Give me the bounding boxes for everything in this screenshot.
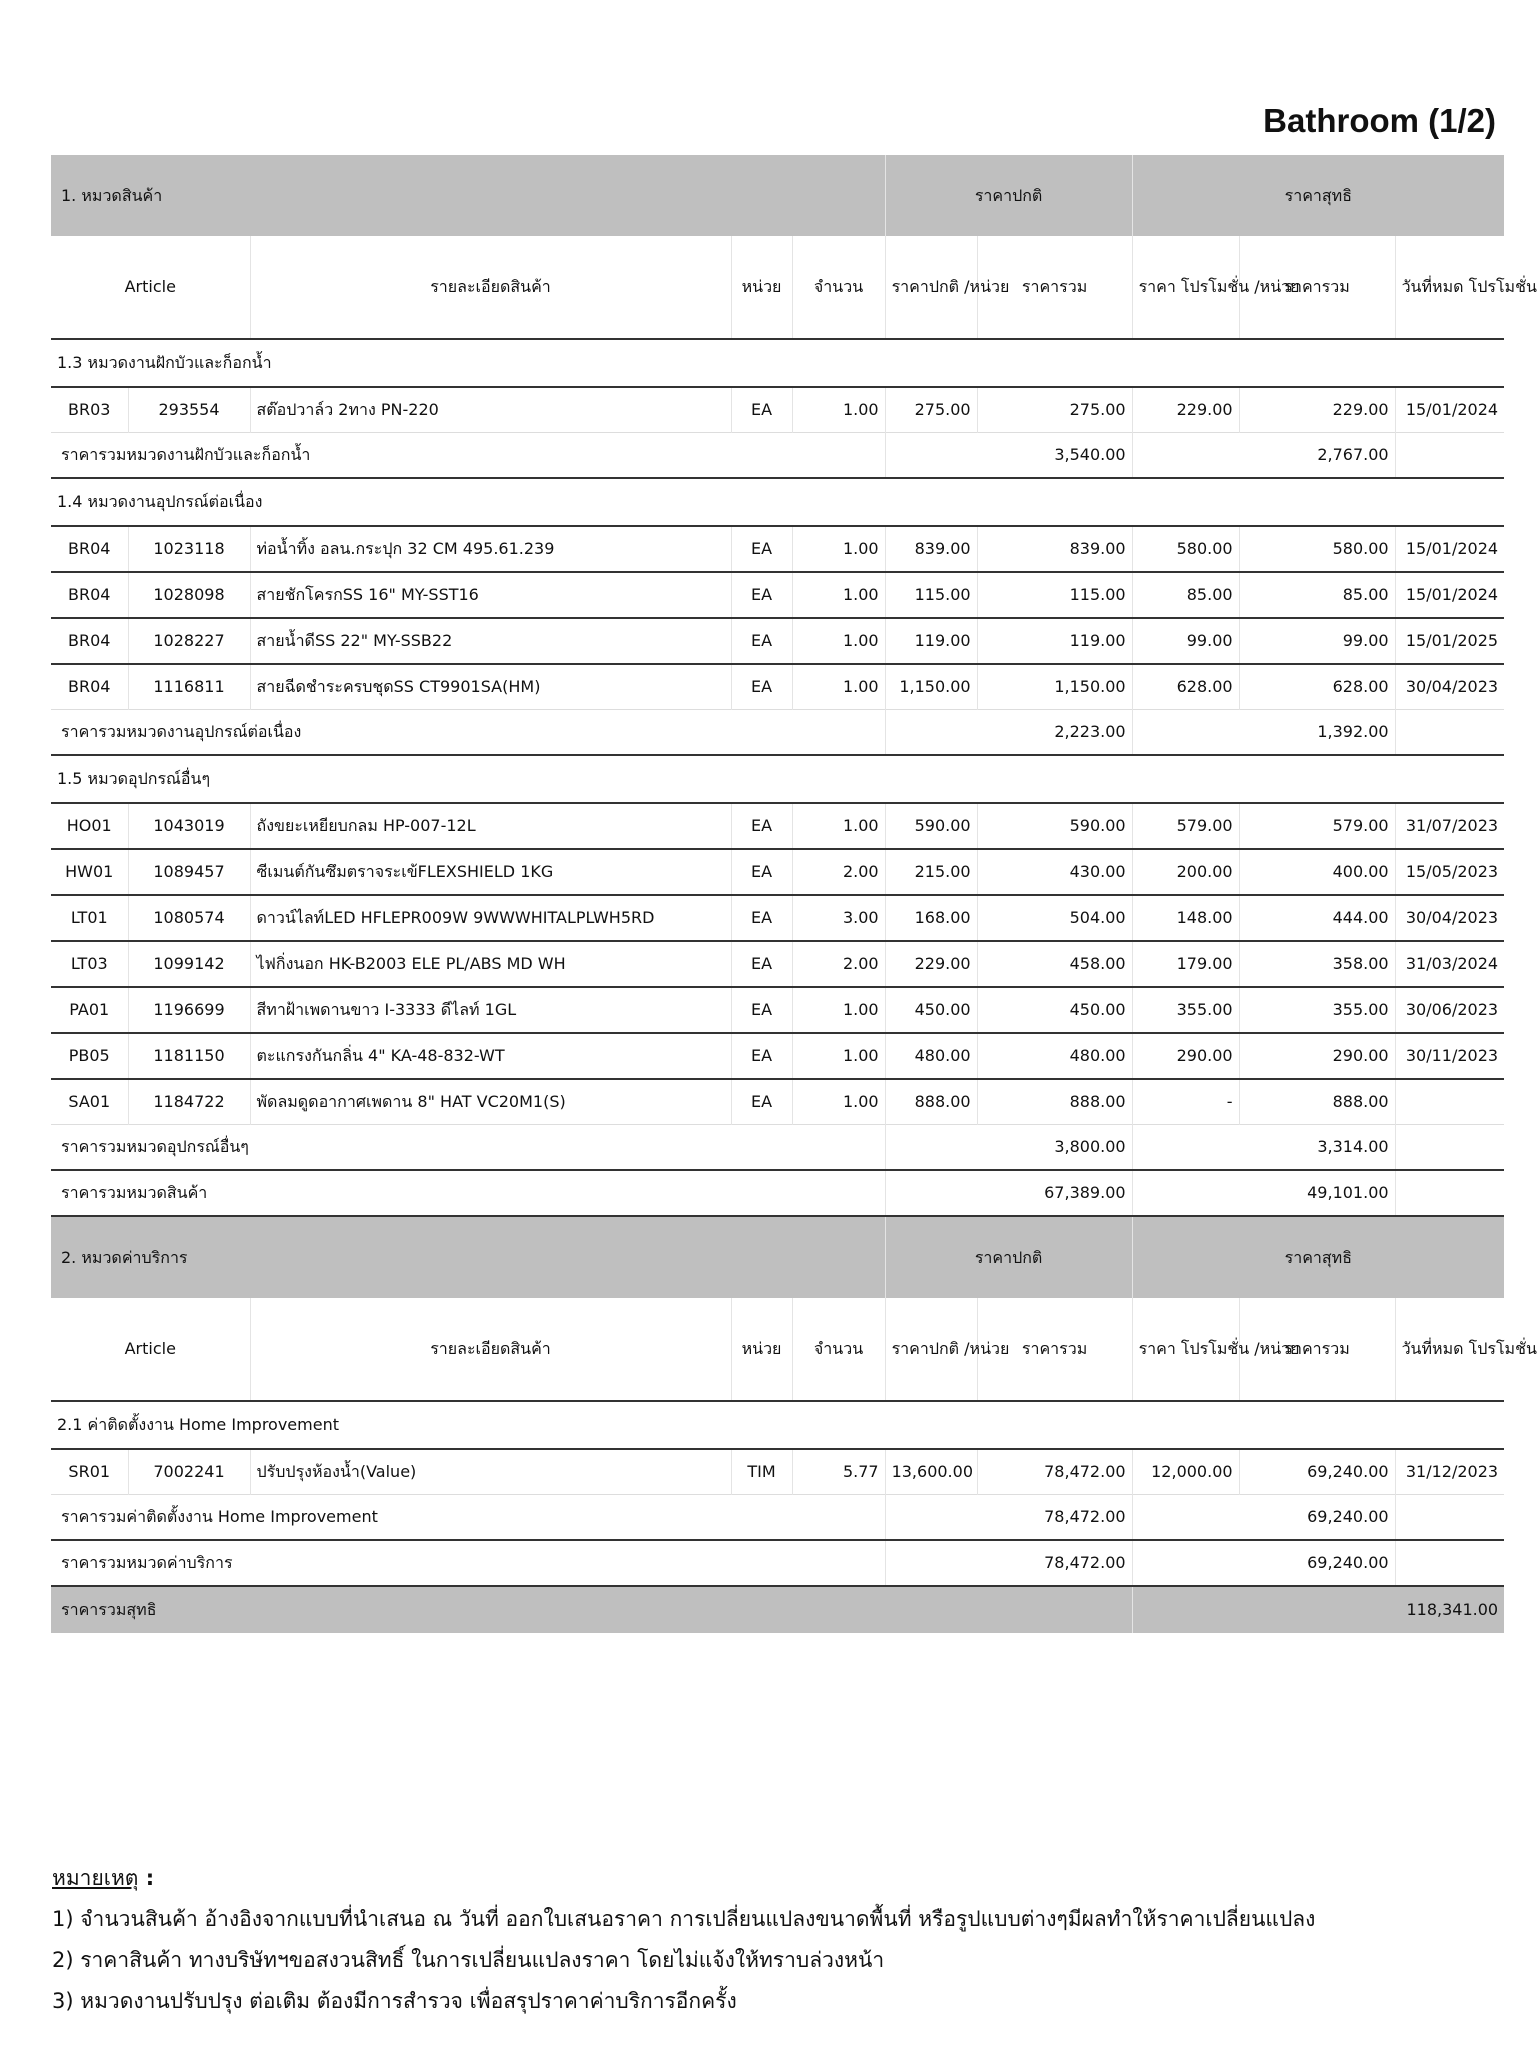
table-row [51, 803, 1504, 849]
item-promo-end: 15/01/2024 [1395, 387, 1504, 433]
quotation-body [51, 155, 1537, 1633]
grand-total-value: 118,341.00 [1132, 1586, 1504, 1633]
item-promo-end: 15/05/2023 [1395, 849, 1504, 895]
note-item: 2) ราคาสินค้า ทางบริษัทฯขอสงวนสิทธิ์ ในการเปลี่ยนแปลงราคา โดยไม่แจ้งให้ทราบล่วงหน้า [52, 1948, 885, 1972]
item-qty: 1.00 [792, 387, 885, 433]
notes-title: หมายเหตุ : [52, 1866, 155, 1890]
item-article: 1116811 [128, 664, 250, 710]
item-net-total: 579.00 [1239, 803, 1395, 849]
item-article: 1023118 [128, 526, 250, 572]
item-promo-unit-price: 85.00 [1132, 572, 1239, 618]
item-code: BR03 [68, 400, 111, 419]
subtotal-empty [1395, 433, 1504, 479]
subsection-title: 2.1 ค่าติดตั้งงาน Home Improvement [57, 1415, 339, 1434]
item-article: 293554 [128, 387, 250, 433]
subtotal-row [51, 1125, 1504, 1171]
item-normal-total: 78,472.00 [977, 1449, 1132, 1495]
item-promo-end: 30/11/2023 [1395, 1033, 1504, 1079]
item-qty: 1.00 [792, 526, 885, 572]
item-unit: EA [731, 664, 792, 710]
item-net-total: 85.00 [1239, 572, 1395, 618]
item-normal-total: 115.00 [977, 572, 1132, 618]
column-header-detail: รายละเอียดสินค้า [250, 236, 731, 339]
item-promo-unit-price: 290.00 [1132, 1033, 1239, 1079]
item-net-total: 444.00 [1239, 895, 1395, 941]
column-header-row [51, 236, 1504, 339]
item-unit: EA [731, 987, 792, 1033]
item-code: BR04 [68, 539, 111, 558]
item-code: HW01 [65, 862, 114, 881]
subtotal-label: ราคารวมหมวดงานฝักบัวและก็อกน้ำ [61, 445, 311, 464]
item-detail: สต๊อปวาล์ว 2ทาง PN-220 [250, 387, 731, 433]
subsection-title: 1.5 หมวดอุปกรณ์อื่นๆ [57, 769, 211, 788]
item-net-total: 69,240.00 [1239, 1449, 1395, 1495]
item-code: BR04 [68, 677, 111, 696]
item-article: 1043019 [128, 803, 250, 849]
item-article: 1099142 [128, 941, 250, 987]
item-code: LT01 [70, 908, 108, 927]
item-detail: ถังขยะเหยียบกลม HP-007-12L [250, 803, 731, 849]
item-promo-end: 15/01/2025 [1395, 618, 1504, 664]
subtotal-label: ราคารวมหมวดสินค้า [61, 1183, 208, 1202]
item-normal-total: 504.00 [977, 895, 1132, 941]
section-header [51, 155, 1504, 236]
subtotal-label: ราคารวมหมวดอุปกรณ์อื่นๆ [61, 1137, 249, 1156]
item-normal-total: 275.00 [977, 387, 1132, 433]
column-header-article: Article [124, 277, 176, 296]
item-code: BR04 [68, 585, 111, 604]
table-row [51, 1079, 1504, 1125]
item-normal-unit-price: 229.00 [885, 941, 977, 987]
item-promo-unit-price: 12,000.00 [1132, 1449, 1239, 1495]
item-qty: 1.00 [792, 618, 885, 664]
item-article: 1184722 [128, 1079, 250, 1125]
item-unit: EA [731, 526, 792, 572]
column-header-qty: จำนวน [792, 236, 885, 339]
column-header-promo-unit-price: ราคา โปรโมชั่น /หน่วย [1132, 1298, 1239, 1401]
subsection-title: 1.4 หมวดงานอุปกรณ์ต่อเนื่อง [57, 492, 263, 511]
table-row [51, 941, 1504, 987]
item-qty: 2.00 [792, 941, 885, 987]
item-normal-unit-price: 168.00 [885, 895, 977, 941]
subsection-title-row [51, 339, 1504, 387]
section-header [51, 1216, 1504, 1298]
item-net-total: 229.00 [1239, 387, 1395, 433]
item-normal-unit-price: 119.00 [885, 618, 977, 664]
item-normal-unit-price: 13,600.00 [885, 1449, 977, 1495]
item-normal-unit-price: 450.00 [885, 987, 977, 1033]
subtotal-label: ราคารวมหมวดค่าบริการ [61, 1553, 233, 1572]
item-promo-end: 31/12/2023 [1395, 1449, 1504, 1495]
subtotal-net: 69,240.00 [1132, 1495, 1395, 1541]
item-unit: EA [731, 387, 792, 433]
item-promo-unit-price: 200.00 [1132, 849, 1239, 895]
item-qty: 2.00 [792, 849, 885, 895]
column-header-normal-unit-price: ราคาปกติ /หน่วย [885, 236, 977, 339]
item-promo-unit-price: 355.00 [1132, 987, 1239, 1033]
item-net-total: 580.00 [1239, 526, 1395, 572]
table-row [51, 987, 1504, 1033]
subtotal-empty [1395, 1540, 1504, 1586]
subtotal-row [51, 433, 1504, 479]
column-header-row [51, 1298, 1504, 1401]
column-header-article: Article [124, 1339, 176, 1358]
item-code: PB05 [68, 1046, 110, 1065]
item-promo-unit-price: 148.00 [1132, 895, 1239, 941]
item-normal-unit-price: 590.00 [885, 803, 977, 849]
notes [52, 1858, 1512, 2022]
item-promo-unit-price: 628.00 [1132, 664, 1239, 710]
item-promo-end: 15/01/2024 [1395, 526, 1504, 572]
item-normal-unit-price: 215.00 [885, 849, 977, 895]
item-promo-end: 30/04/2023 [1395, 895, 1504, 941]
column-header-promo-end: วันที่หมด โปรโมชั่น [1395, 236, 1504, 339]
item-unit: EA [731, 572, 792, 618]
column-header-promo-end: วันที่หมด โปรโมชั่น [1395, 1298, 1504, 1401]
item-net-total: 290.00 [1239, 1033, 1395, 1079]
item-qty: 1.00 [792, 572, 885, 618]
item-qty: 1.00 [792, 987, 885, 1033]
item-qty: 1.00 [792, 664, 885, 710]
subtotal-empty [1395, 710, 1504, 756]
item-detail: สายชักโครกSS 16" MY-SST16 [250, 572, 731, 618]
item-detail: สายน้ำดีSS 22" MY-SSB22 [250, 618, 731, 664]
item-promo-unit-price: 579.00 [1132, 803, 1239, 849]
item-code: BR04 [68, 631, 111, 650]
net-price-group-header: ราคาสุทธิ [1132, 1216, 1504, 1298]
normal-price-group-header: ราคาปกติ [885, 155, 1132, 236]
item-code: SR01 [68, 1462, 111, 1481]
column-header-normal-unit-price: ราคาปกติ /หน่วย [885, 1298, 977, 1401]
subtotal-net: 2,767.00 [1132, 433, 1395, 479]
subtotal-row [51, 1540, 1504, 1586]
item-detail: ซีเมนต์กันซึมตราจระเข้FLEXSHIELD 1KG [250, 849, 731, 895]
item-code: LT03 [70, 954, 108, 973]
item-net-total: 99.00 [1239, 618, 1395, 664]
subtotal-empty [1395, 1170, 1504, 1216]
item-normal-total: 450.00 [977, 987, 1132, 1033]
table-row [51, 664, 1504, 710]
item-normal-total: 430.00 [977, 849, 1132, 895]
item-unit: EA [731, 895, 792, 941]
item-net-total: 355.00 [1239, 987, 1395, 1033]
item-article: 1028227 [128, 618, 250, 664]
table-row [51, 387, 1504, 433]
note-item: 1) จำนวนสินค้า อ้างอิงจากแบบที่นำเสนอ ณ วันที่ ออกใบเสนอราคา การเปลี่ยนแปลงขนาดพื้นที่ หรือรูปแบบต่างๆมีผลทำให้ราคาเปลี่ยนแปลง [52, 1907, 1316, 1931]
item-unit: EA [731, 1079, 792, 1125]
item-normal-total: 590.00 [977, 803, 1132, 849]
item-article: 7002241 [128, 1449, 250, 1495]
note-item: 3) หมวดงานปรับปรุง ต่อเติม ต้องมีการสำรวจ เพื่อสรุปราคาค่าบริการอีกครั้ง [52, 1989, 737, 2013]
subtotal-normal: 67,389.00 [885, 1170, 1132, 1216]
item-qty: 1.00 [792, 1033, 885, 1079]
subtotal-net: 49,101.00 [1132, 1170, 1395, 1216]
section-title: 1. หมวดสินค้า [51, 155, 885, 236]
item-net-total: 628.00 [1239, 664, 1395, 710]
table-row [51, 849, 1504, 895]
item-net-total: 358.00 [1239, 941, 1395, 987]
table-row [51, 526, 1504, 572]
item-unit: EA [731, 849, 792, 895]
item-promo-unit-price: 179.00 [1132, 941, 1239, 987]
item-normal-unit-price: 1,150.00 [885, 664, 977, 710]
normal-price-group-header: ราคาปกติ [885, 1216, 1132, 1298]
item-unit: TIM [731, 1449, 792, 1495]
subtotal-net: 69,240.00 [1132, 1540, 1395, 1586]
item-article: 1028098 [128, 572, 250, 618]
subtotal-net: 1,392.00 [1132, 710, 1395, 756]
item-detail: ปรับปรุงห้องน้ำ(Value) [250, 1449, 731, 1495]
item-qty: 1.00 [792, 803, 885, 849]
item-promo-end: 30/04/2023 [1395, 664, 1504, 710]
item-net-total: 888.00 [1239, 1079, 1395, 1125]
column-header-net-total: ราคารวม [1239, 1298, 1395, 1401]
item-normal-total: 888.00 [977, 1079, 1132, 1125]
column-header-normal-total: ราคารวม [977, 236, 1132, 339]
item-article: 1080574 [128, 895, 250, 941]
item-promo-unit-price: 99.00 [1132, 618, 1239, 664]
column-header-unit: หน่วย [731, 1298, 792, 1401]
subtotal-label: ราคารวมค่าติดตั้งงาน Home Improvement [61, 1507, 378, 1526]
item-detail: ดาวน์ไลท์LED HFLEPR009W 9WWWHITALPLWH5RD [250, 895, 731, 941]
item-qty: 3.00 [792, 895, 885, 941]
item-unit: EA [731, 1033, 792, 1079]
item-normal-unit-price: 839.00 [885, 526, 977, 572]
item-normal-total: 1,150.00 [977, 664, 1132, 710]
item-normal-total: 119.00 [977, 618, 1132, 664]
table-row [51, 1449, 1504, 1495]
item-normal-unit-price: 115.00 [885, 572, 977, 618]
subsection-title-row [51, 755, 1504, 803]
item-promo-end: 15/01/2024 [1395, 572, 1504, 618]
column-header-normal-total: ราคารวม [977, 1298, 1132, 1401]
subtotal-row [51, 1170, 1504, 1216]
item-net-total: 400.00 [1239, 849, 1395, 895]
subsection-title-row [51, 1401, 1504, 1449]
grand-total-row [51, 1586, 1504, 1633]
item-detail: สีทาฝ้าเพดานขาว I-3333 ดีไลท์ 1GL [250, 987, 731, 1033]
column-header-net-total: ราคารวม [1239, 236, 1395, 339]
subtotal-normal: 2,223.00 [885, 710, 1132, 756]
subsection-title: 1.3 หมวดงานฝักบัวและก็อกน้ำ [57, 353, 272, 372]
item-promo-unit-price: 229.00 [1132, 387, 1239, 433]
column-header-detail: รายละเอียดสินค้า [250, 1298, 731, 1401]
section-title: 2. หมวดค่าบริการ [51, 1216, 885, 1298]
net-price-group-header: ราคาสุทธิ [1132, 155, 1504, 236]
item-promo-unit-price: - [1132, 1079, 1239, 1125]
subtotal-normal: 3,800.00 [885, 1125, 1132, 1171]
item-promo-end: 31/07/2023 [1395, 803, 1504, 849]
subtotal-empty [1395, 1495, 1504, 1541]
subtotal-net: 3,314.00 [1132, 1125, 1395, 1171]
item-normal-unit-price: 275.00 [885, 387, 977, 433]
quotation-table [51, 155, 1537, 1633]
item-qty: 5.77 [792, 1449, 885, 1495]
item-code: PA01 [69, 1000, 110, 1019]
item-promo-end: 30/06/2023 [1395, 987, 1504, 1033]
item-code: SA01 [68, 1092, 111, 1111]
item-detail: ท่อน้ำทิ้ง อลน.กระปุก 32 CM 495.61.239 [250, 526, 731, 572]
item-promo-end: 31/03/2024 [1395, 941, 1504, 987]
page-title: Bathroom (1/2) [1263, 102, 1496, 139]
item-normal-total: 480.00 [977, 1033, 1132, 1079]
subtotal-normal: 3,540.00 [885, 433, 1132, 479]
column-header-qty: จำนวน [792, 1298, 885, 1401]
subtotal-row [51, 710, 1504, 756]
item-article: 1181150 [128, 1033, 250, 1079]
subtotal-empty [1395, 1125, 1504, 1171]
item-code: HO01 [66, 816, 112, 835]
item-qty: 1.00 [792, 1079, 885, 1125]
item-detail: ตะแกรงกันกลิ่น 4" KA-48-832-WT [250, 1033, 731, 1079]
item-promo-unit-price: 580.00 [1132, 526, 1239, 572]
subtotal-row [51, 1495, 1504, 1541]
subtotal-label: ราคารวมหมวดงานอุปกรณ์ต่อเนื่อง [61, 722, 302, 741]
item-unit: EA [731, 803, 792, 849]
subtotal-normal: 78,472.00 [885, 1495, 1132, 1541]
item-article: 1089457 [128, 849, 250, 895]
item-detail: ไฟกิ่งนอก HK-B2003 ELE PL/ABS MD WH [250, 941, 731, 987]
table-row [51, 618, 1504, 664]
table-row [51, 895, 1504, 941]
table-row [51, 572, 1504, 618]
item-detail: พัดลมดูดอากาศเพดาน 8" HAT VC20M1(S) [250, 1079, 731, 1125]
column-header-unit: หน่วย [731, 236, 792, 339]
item-normal-unit-price: 480.00 [885, 1033, 977, 1079]
item-normal-total: 839.00 [977, 526, 1132, 572]
column-header-promo-unit-price: ราคา โปรโมชั่น /หน่วย [1132, 236, 1239, 339]
item-unit: EA [731, 941, 792, 987]
subsection-title-row [51, 478, 1504, 526]
item-detail: สายฉีดชำระครบชุดSS CT9901SA(HM) [250, 664, 731, 710]
item-normal-total: 458.00 [977, 941, 1132, 987]
item-promo-end [1395, 1079, 1504, 1125]
item-article: 1196699 [128, 987, 250, 1033]
item-unit: EA [731, 618, 792, 664]
subtotal-normal: 78,472.00 [885, 1540, 1132, 1586]
item-normal-unit-price: 888.00 [885, 1079, 977, 1125]
table-row [51, 1033, 1504, 1079]
grand-total-label: ราคารวมสุทธิ [51, 1586, 1132, 1633]
